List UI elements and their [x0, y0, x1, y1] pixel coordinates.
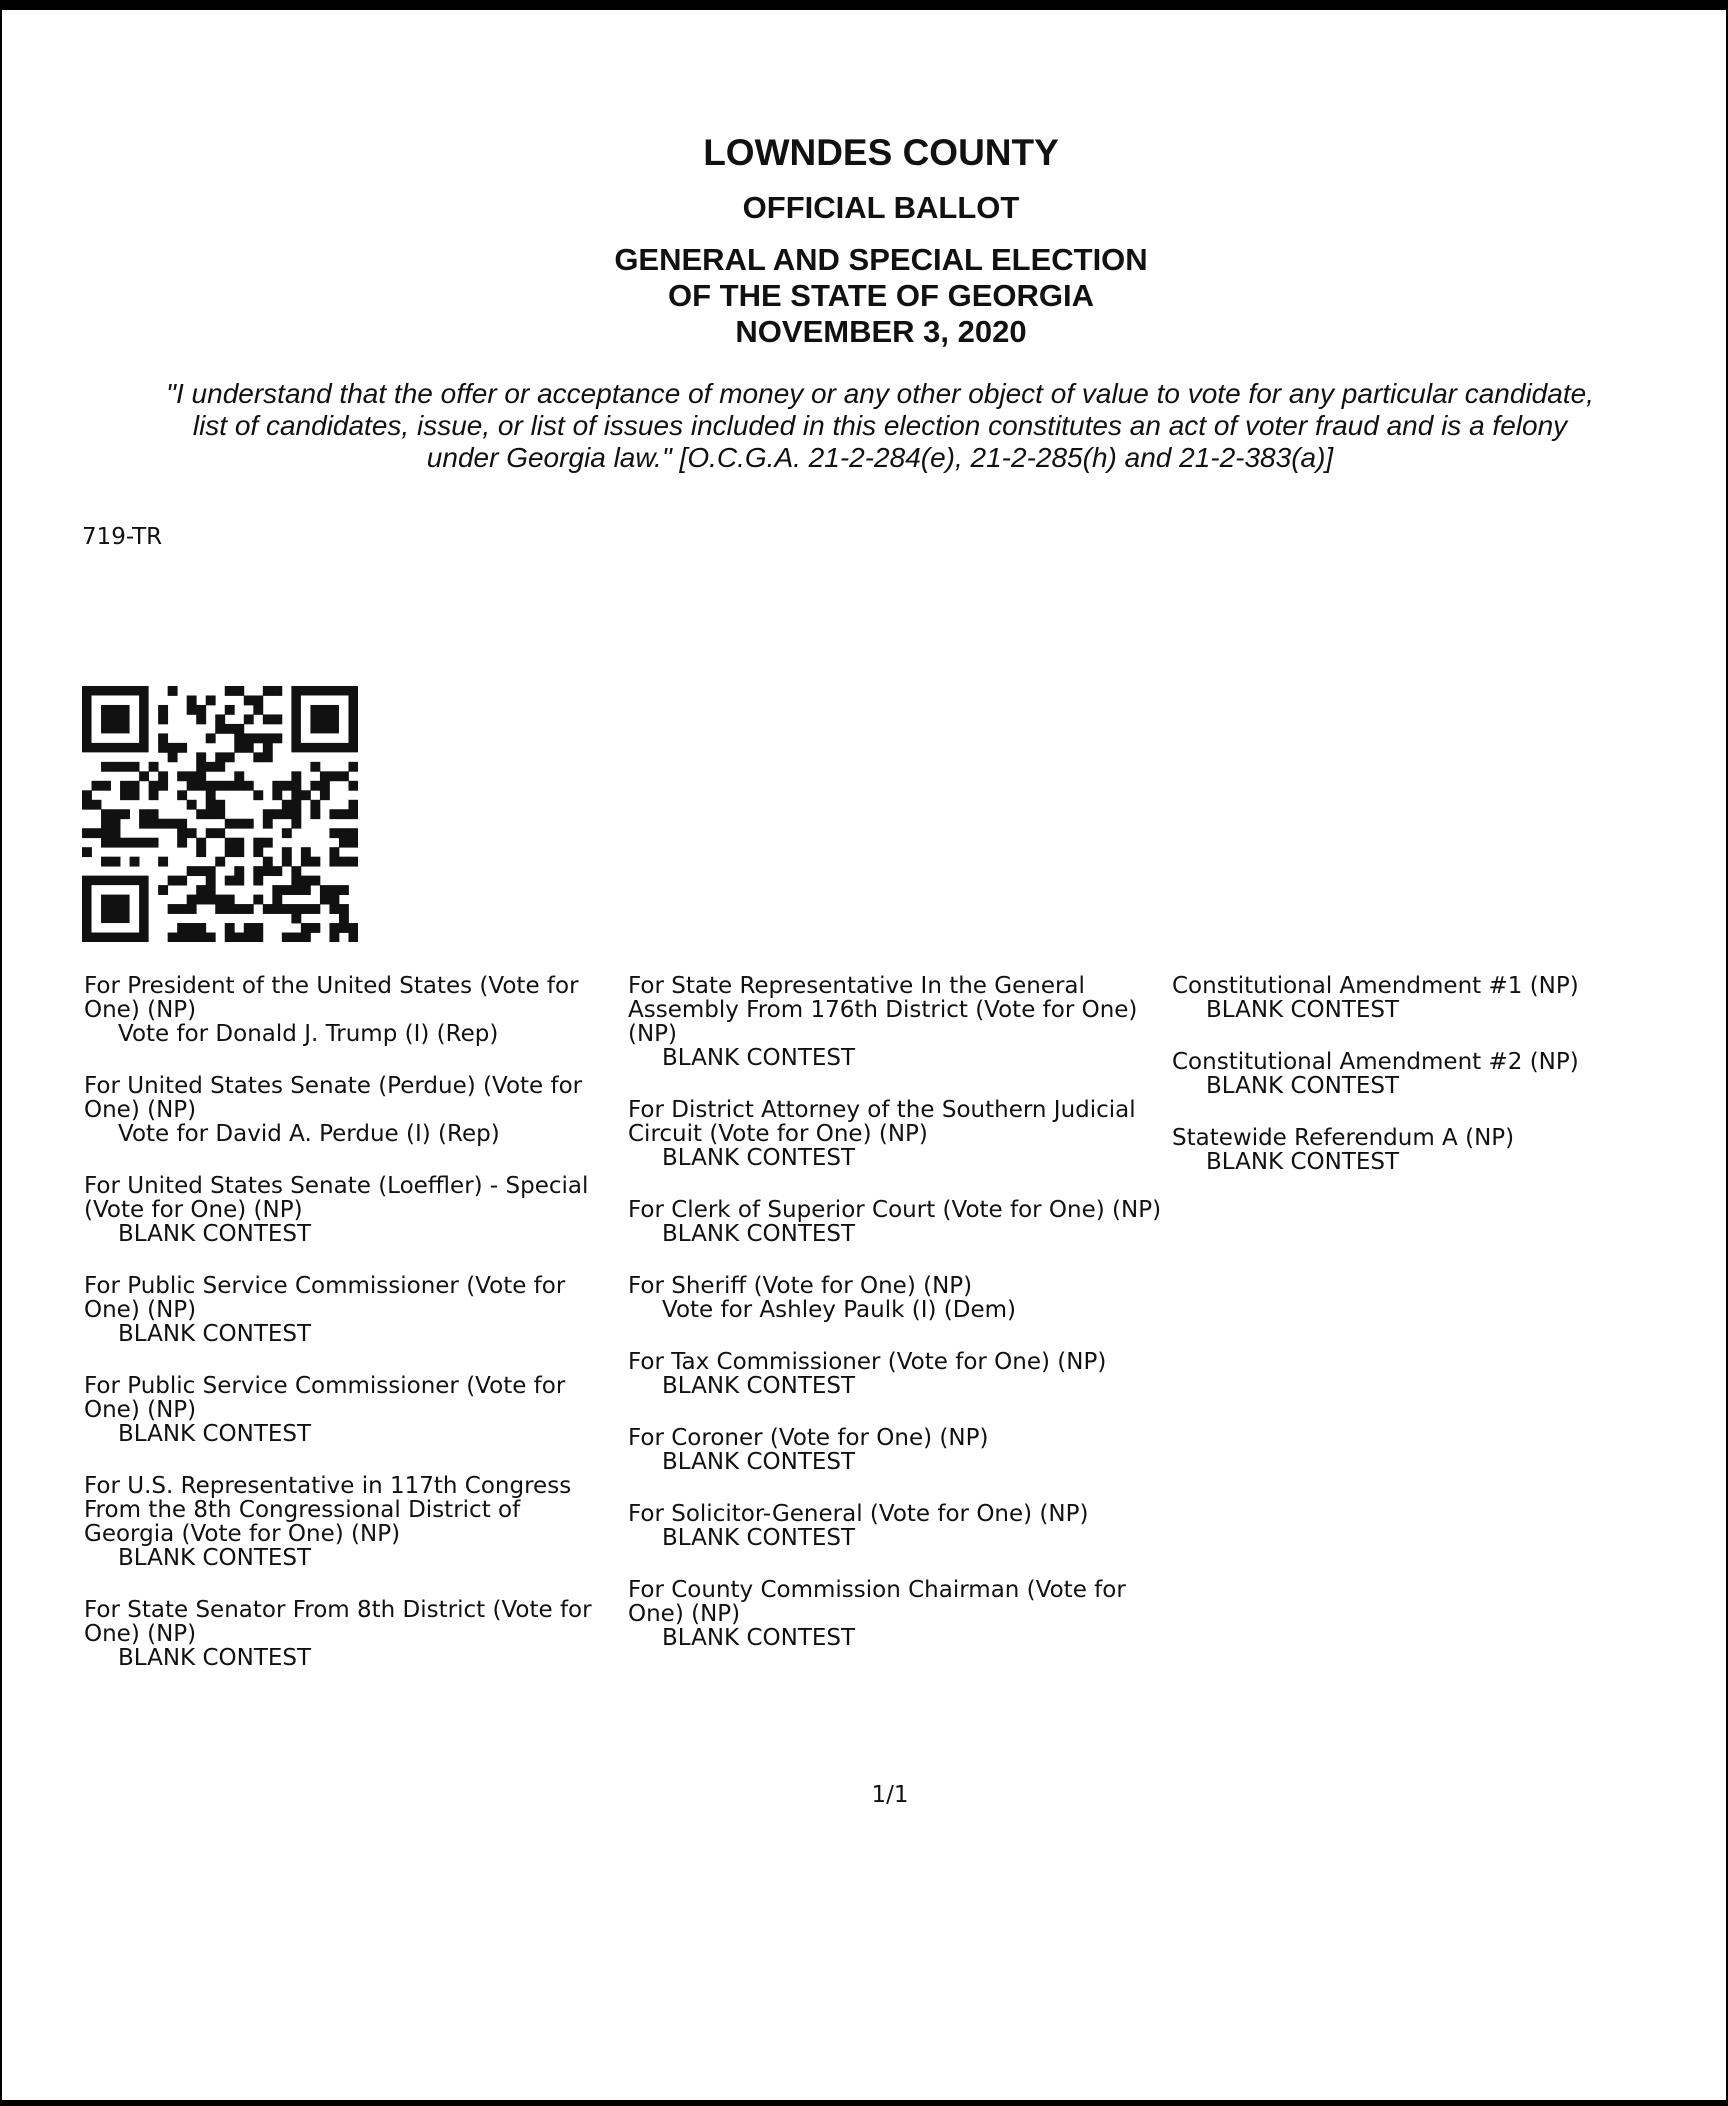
contest-choice: BLANK CONTEST [662, 1373, 856, 1399]
contest-title: Constitutional Amendment #2 (NP) [1172, 1049, 1579, 1075]
election-date: NOVEMBER 3, 2020 [735, 314, 1027, 349]
contest-choice: Vote for Ashley Paulk (I) (Dem) [662, 1297, 1016, 1323]
contest [628, 1274, 1168, 1322]
contest-title: For Public Service Commissioner (Vote for One) (NP) [84, 1273, 566, 1323]
oath-line: list of candidates, issue, or list of issues included in this election constitutes an act of voter fraud and is a felony [192, 410, 1568, 441]
contest [1172, 1050, 1672, 1098]
contest-choice: Vote for Donald J. Trump (I) (Rep) [118, 1021, 499, 1047]
contest [84, 1474, 604, 1570]
scan-border-top [0, 0, 1728, 10]
ballot-type-title: OFFICIAL BALLOT [742, 190, 1020, 225]
contest [84, 974, 604, 1046]
ballot-style-code: 719-TR [82, 524, 163, 550]
qr-code-icon [82, 686, 358, 942]
contest-choice: BLANK CONTEST [118, 1321, 312, 1347]
contest-column-left [84, 974, 604, 1698]
contest [628, 1578, 1168, 1650]
contest [84, 1074, 604, 1146]
contest-choice: BLANK CONTEST [662, 1525, 856, 1551]
contest-choice: BLANK CONTEST [118, 1645, 312, 1671]
contest-title: For State Senator From 8th District (Vote for One) (NP) [84, 1597, 592, 1647]
contest-title: For U.S. Representative in 117th Congress From the 8th Congressional District of Georgia (Vote for One) (NP) [84, 1473, 572, 1547]
contest-title: For United States Senate (Perdue) (Vote for One) (NP) [84, 1073, 583, 1123]
contest-choice: Vote for David A. Perdue (I) (Rep) [118, 1121, 500, 1147]
contest-choice: BLANK CONTEST [662, 1145, 856, 1171]
contest-choice: BLANK CONTEST [662, 1045, 856, 1071]
contest-title: Statewide Referendum A (NP) [1172, 1125, 1515, 1151]
contest [84, 1374, 604, 1446]
ballot-header [0, 130, 1728, 350]
contest [84, 1274, 604, 1346]
contest-title: For District Attorney of the Southern Judicial Circuit (Vote for One) (NP) [628, 1097, 1136, 1147]
contest-title: For Tax Commissioner (Vote for One) (NP) [628, 1349, 1107, 1375]
page-number: 1/1 [871, 1782, 909, 1808]
contest-title: For Public Service Commissioner (Vote for One) (NP) [84, 1373, 566, 1423]
oath-line: under Georgia law." [O.C.G.A. 21-2-284(e), 21-2-285(h) and 21-2-383(a)] [426, 442, 1334, 473]
contest-choice: BLANK CONTEST [118, 1421, 312, 1447]
contest-choice: BLANK CONTEST [118, 1221, 312, 1247]
contest [628, 1350, 1168, 1398]
contest [84, 1174, 604, 1246]
contest-choice: BLANK CONTEST [1206, 1149, 1400, 1175]
contest-choice: BLANK CONTEST [662, 1449, 856, 1475]
contest-choice: BLANK CONTEST [1206, 1073, 1400, 1099]
county-title: LOWNDES COUNTY [703, 132, 1059, 173]
scan-border-bottom [0, 2100, 1728, 2106]
voter-fraud-oath [60, 378, 1700, 474]
contest [628, 1426, 1168, 1474]
election-title-line: GENERAL AND SPECIAL ELECTION [614, 242, 1148, 277]
contest [628, 1198, 1168, 1246]
contest-title: For President of the United States (Vote for One) (NP) [84, 973, 579, 1023]
contest-title: For State Representative In the General Assembly From 176th District (Vote for One) (NP) [628, 973, 1138, 1047]
contest-title: For County Commission Chairman (Vote for One) (NP) [628, 1577, 1126, 1627]
contest-title: Constitutional Amendment #1 (NP) [1172, 973, 1579, 999]
contest [628, 1502, 1168, 1550]
contest-choice: BLANK CONTEST [662, 1625, 856, 1651]
contest [1172, 974, 1672, 1022]
contest-title: For Solicitor-General (Vote for One) (NP) [628, 1501, 1089, 1527]
contest-choice: BLANK CONTEST [662, 1221, 856, 1247]
contest-column-right [1172, 974, 1672, 1202]
contest [628, 974, 1168, 1070]
contest-title: For Sheriff (Vote for One) (NP) [628, 1273, 973, 1299]
contest [84, 1598, 604, 1670]
contest [628, 1098, 1168, 1170]
contest [1172, 1126, 1672, 1174]
contest-title: For Clerk of Superior Court (Vote for One) (NP) [628, 1197, 1162, 1223]
election-title-line: OF THE STATE OF GEORGIA [668, 278, 1094, 313]
contest-title: For United States Senate (Loeffler) - Special (Vote for One) (NP) [84, 1173, 589, 1223]
contest-choice: BLANK CONTEST [118, 1545, 312, 1571]
oath-line: "I understand that the offer or acceptance of money or any other object of value to vote for any particular candidate, [166, 378, 1594, 409]
contest-title: For Coroner (Vote for One) (NP) [628, 1425, 989, 1451]
contest-choice: BLANK CONTEST [1206, 997, 1400, 1023]
contest-column-middle [628, 974, 1168, 1678]
